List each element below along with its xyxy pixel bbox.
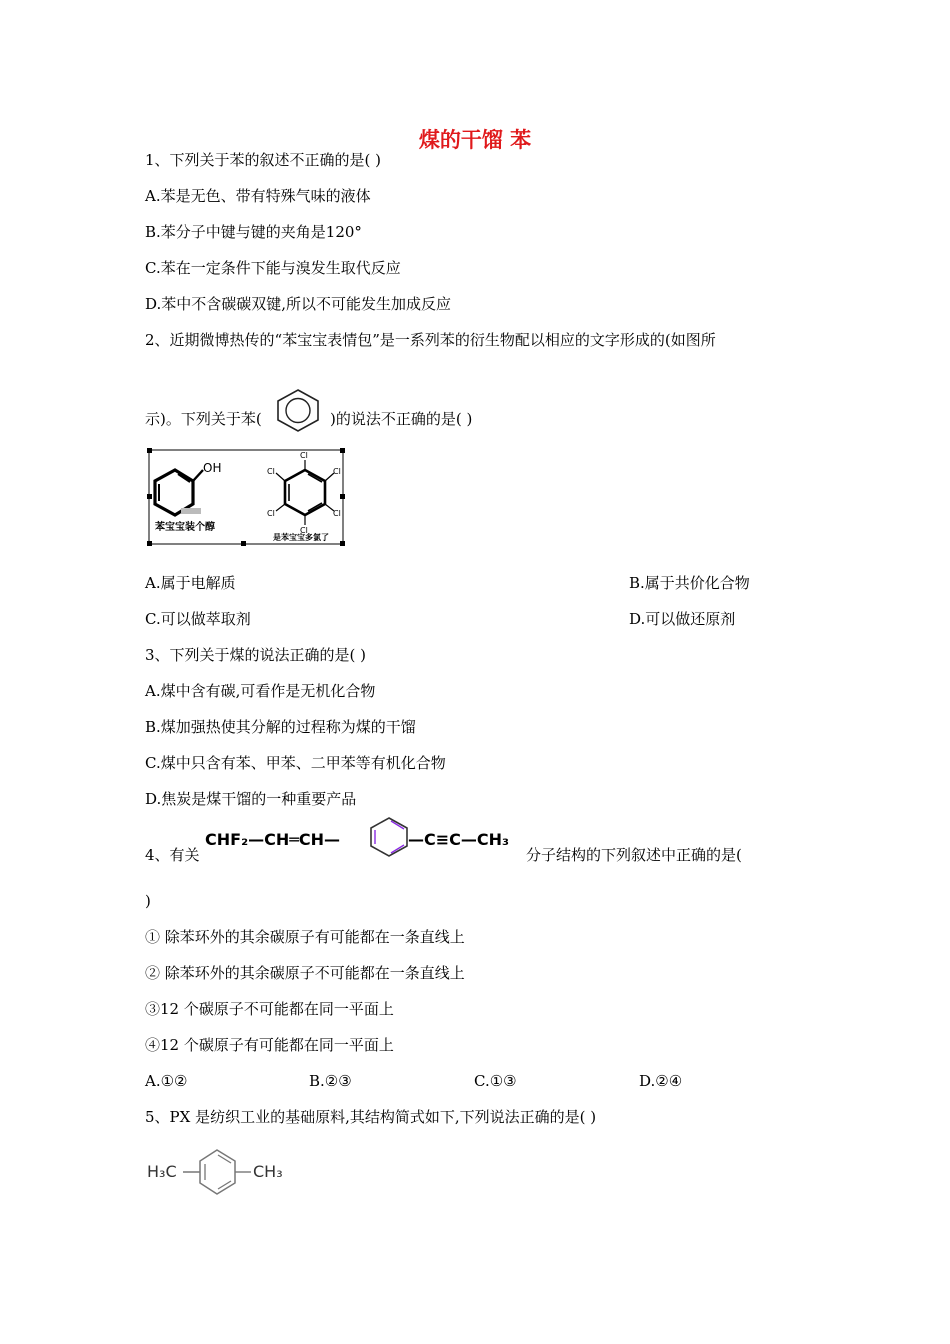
q2-option-a: A.属于电解质 [145,574,236,592]
q1-option-c: C.苯在一定条件下能与溴发生取代反应 [145,259,401,277]
q4-molecule-structure [205,818,527,858]
q3-option-b: B.煤加强热使其分解的过程称为煤的干馏 [145,718,416,736]
q2-stem-line2-after: )的说法不正确的是( ) [330,410,473,428]
q4-option-b: B.②③ [309,1072,352,1090]
cl-label-bottom-left: Cl [267,509,275,518]
q1-option-d: D.苯中不含碳碳双键,所以不可能发生加成反应 [145,295,452,313]
q2-option-c: C.可以做萃取剂 [145,610,251,628]
q4-statement-4: ④12 个碳原子有可能都在同一平面上 [145,1036,394,1054]
q4-statement-1: ① 除苯环外的其余碳原子有可能都在一条直线上 [145,928,465,946]
q3-option-c: C.煤中只含有苯、甲苯、二甲苯等有机化合物 [145,754,446,772]
oh-group-label: OH [203,461,222,475]
q3-option-a: A.煤中含有碳,可看作是无机化合物 [145,682,376,700]
meme-caption-left: 苯宝宝装个醇 [155,522,215,533]
benzene-meme-figure [147,448,347,548]
q3-option-d: D.焦炭是煤干馏的一种重要产品 [145,790,357,808]
px-structure-figure [147,1146,307,1198]
q4-statement-2: ② 除苯环外的其余碳原子不可能都在一条直线上 [145,964,465,982]
q4-option-a: A.①② [145,1072,188,1090]
q4-stem-after: 分子结构的下列叙述中正确的是( [526,846,742,864]
cl-label-top-left: Cl [267,467,275,476]
q4-stem-close: ) [145,892,151,910]
q4-formula-right: —C≡C—CH₃ [408,830,510,849]
q1-option-b: B.苯分子中键与键的夹角是120° [145,223,362,241]
cl-label-bottom-right: Cl [333,509,341,518]
page-title: 煤的干馏 苯 [418,128,532,152]
q5-stem: 5、PX 是纺织工业的基础原料,其结构简式如下,下列说法正确的是( ) [145,1108,597,1126]
q4-option-d: D.②④ [639,1072,683,1090]
q2-stem-line2-before: 示)。下列关于苯( [145,410,262,428]
q2-option-d: D.可以做还原剂 [629,610,736,628]
q4-formula-left: CHF₂—CH═CH— [205,830,340,849]
q1-option-a: A.苯是无色、带有特殊气味的液体 [145,187,371,205]
cl-label-bottom: Cl [300,526,308,535]
px-left-group: H₃C [147,1162,177,1181]
q4-option-c: C.①③ [474,1072,517,1090]
q1-stem: 1、下列关于苯的叙述不正确的是( ) [145,151,382,169]
meme-caption-right: 是苯宝宝多氯了 [273,533,329,542]
cl-label-top: Cl [300,451,308,460]
cl-label-top-right: Cl [333,467,341,476]
q2-option-b: B.属于共价化合物 [629,574,750,592]
px-right-group: CH₃ [253,1162,283,1181]
q4-statement-3: ③12 个碳原子不可能都在同一平面上 [145,1000,394,1018]
q2-stem-line1: 2、近期微博热传的“苯宝宝表情包”是一系列苯的衍生物配以相应的文字形成的(如图所 [145,331,716,349]
benzene-structure-icon [270,387,326,433]
q3-stem: 3、下列关于煤的说法正确的是( ) [145,646,367,664]
q4-stem-before: 4、有关 [145,846,200,864]
